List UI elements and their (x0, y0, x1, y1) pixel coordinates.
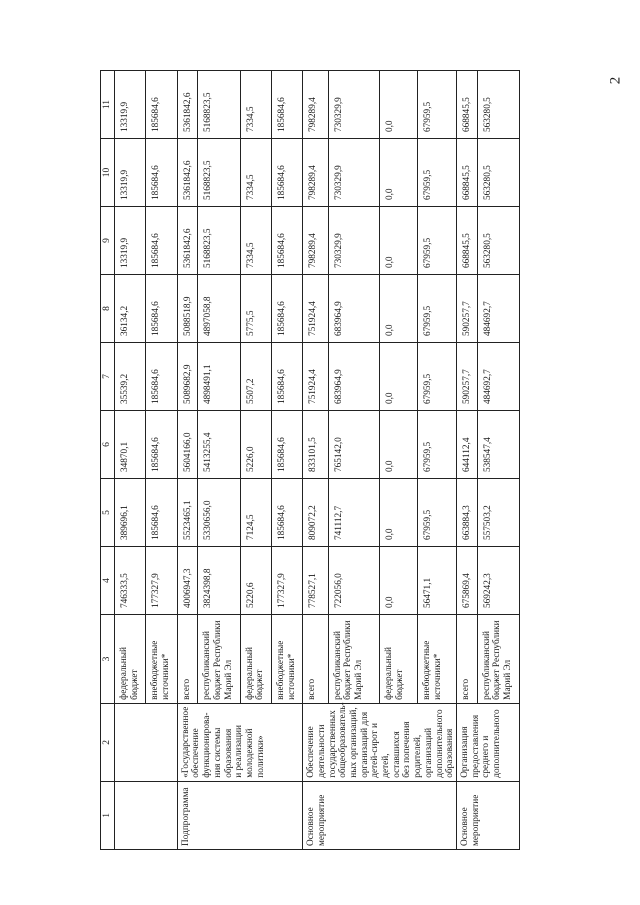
value-cell: 730329,9 (328, 71, 379, 139)
value-cell: 67959,5 (418, 275, 456, 343)
value-cell: 730329,9 (328, 139, 379, 207)
value-cell: 67959,5 (418, 207, 456, 275)
value-cell: 5361842,6 (177, 207, 198, 275)
column-number-5: 5 (101, 479, 115, 547)
column-number-11: 11 (101, 71, 115, 139)
value-cell: 34870,1 (115, 411, 146, 479)
value-cell: 644112,4 (456, 411, 477, 479)
item-type-cell: Основное мероприятие (303, 781, 457, 849)
item-type-cell: Подпрограмма (177, 781, 303, 849)
item-name-cell (115, 703, 178, 781)
value-cell: 746333,5 (115, 547, 146, 615)
value-cell: 5775,5 (240, 275, 271, 343)
value-cell: 5088518,9 (177, 275, 198, 343)
funding-source-cell: внебюджетные источники* (146, 615, 177, 704)
table-body (115, 71, 520, 850)
value-cell: 557503,2 (477, 479, 519, 547)
item-type-cell (115, 781, 178, 849)
value-cell: 185684,6 (271, 139, 302, 207)
value-cell: 7334,5 (240, 71, 271, 139)
table-row (456, 71, 477, 850)
column-number-row (101, 71, 115, 850)
value-cell: 67959,5 (418, 411, 456, 479)
value-cell: 563280,5 (477, 71, 519, 139)
funding-source-cell: федеральный бюджет (115, 615, 146, 704)
value-cell: 185684,6 (146, 411, 177, 479)
value-cell: 56471,1 (418, 547, 456, 615)
budget-table (100, 70, 520, 850)
value-cell: 5089682,9 (177, 343, 198, 411)
funding-source-cell: федеральный бюджет (240, 615, 271, 704)
value-cell: 751924,4 (303, 343, 328, 411)
item-name-cell: Обеспечение деятельности государственных общеобразователь- ных организаций, организаций для детей-сирот и детей, оставшихся без попечения родителей, организаций дополнительного образования (303, 703, 457, 781)
value-cell: 5226,0 (240, 411, 271, 479)
rotated-table-container (100, 70, 605, 850)
value-cell: 177327,9 (271, 547, 302, 615)
funding-source-cell: всего (177, 615, 198, 704)
value-cell: 675869,4 (456, 547, 477, 615)
value-cell: 185684,6 (146, 275, 177, 343)
value-cell: 0,0 (380, 207, 418, 275)
funding-source-cell: федеральный бюджет (380, 615, 418, 704)
value-cell: 668845,5 (456, 207, 477, 275)
value-cell: 798289,4 (303, 71, 328, 139)
value-cell: 0,0 (380, 139, 418, 207)
value-cell: 5330656,0 (198, 479, 240, 547)
value-cell: 833101,5 (303, 411, 328, 479)
value-cell: 484692,7 (477, 343, 519, 411)
value-cell: 798289,4 (303, 139, 328, 207)
value-cell: 67959,5 (418, 71, 456, 139)
column-number-6: 6 (101, 411, 115, 479)
value-cell: 67959,5 (418, 139, 456, 207)
column-number-1: 1 (101, 781, 115, 849)
value-cell: 389696,1 (115, 479, 146, 547)
column-number-4: 4 (101, 547, 115, 615)
value-cell: 35539,2 (115, 343, 146, 411)
value-cell: 67959,5 (418, 479, 456, 547)
value-cell: 0,0 (380, 547, 418, 615)
value-cell: 177327,9 (146, 547, 177, 615)
value-cell: 185684,6 (146, 207, 177, 275)
value-cell: 7334,5 (240, 207, 271, 275)
value-cell: 185684,6 (271, 343, 302, 411)
funding-source-cell: всего (456, 615, 477, 704)
column-number-10: 10 (101, 139, 115, 207)
funding-source-cell: республиканский бюджет Республики Марий Эл (328, 615, 379, 704)
value-cell: 185684,6 (271, 479, 302, 547)
value-cell: 668845,5 (456, 71, 477, 139)
item-name-cell: Организация предоставления среднего и дополнительного (456, 703, 519, 781)
funding-source-cell: республиканский бюджет Республики Марий Эл (477, 615, 519, 704)
value-cell: 3824398,8 (198, 547, 240, 615)
value-cell: 569242,3 (477, 547, 519, 615)
value-cell: 563280,5 (477, 207, 519, 275)
funding-source-cell: внебюджетные источники* (418, 615, 456, 704)
funding-source-cell: внебюджетные источники* (271, 615, 302, 704)
value-cell: 798289,4 (303, 207, 328, 275)
value-cell: 13319,9 (115, 139, 146, 207)
value-cell: 5413255,4 (198, 411, 240, 479)
value-cell: 765142,0 (328, 411, 379, 479)
value-cell: 563280,5 (477, 139, 519, 207)
value-cell: 7124,5 (240, 479, 271, 547)
value-cell: 185684,6 (146, 479, 177, 547)
value-cell: 185684,6 (271, 71, 302, 139)
value-cell: 0,0 (380, 71, 418, 139)
value-cell: 0,0 (380, 479, 418, 547)
value-cell: 0,0 (380, 275, 418, 343)
value-cell: 663884,3 (456, 479, 477, 547)
value-cell: 5523465,1 (177, 479, 198, 547)
value-cell: 668845,5 (456, 139, 477, 207)
value-cell: 538547,4 (477, 411, 519, 479)
value-cell: 5168823,5 (198, 207, 240, 275)
value-cell: 5604166,0 (177, 411, 198, 479)
value-cell: 0,0 (380, 411, 418, 479)
value-cell: 36134,2 (115, 275, 146, 343)
item-name-cell: «Государственное обеспечение функционирова- ния системы образования и реализации молодежной политики» (177, 703, 303, 781)
value-cell: 185684,6 (146, 139, 177, 207)
value-cell: 185684,6 (271, 275, 302, 343)
column-number-3: 3 (101, 615, 115, 704)
table-row (177, 71, 198, 850)
value-cell: 5168823,5 (198, 139, 240, 207)
value-cell: 7334,5 (240, 139, 271, 207)
page-number: 2 (607, 76, 624, 85)
value-cell: 185684,6 (271, 411, 302, 479)
value-cell: 741112,7 (328, 479, 379, 547)
table-row (115, 71, 146, 850)
column-number-9: 9 (101, 207, 115, 275)
value-cell: 5168823,5 (198, 71, 240, 139)
value-cell: 13319,9 (115, 207, 146, 275)
column-number-8: 8 (101, 275, 115, 343)
value-cell: 4897058,8 (198, 275, 240, 343)
value-cell: 809072,2 (303, 479, 328, 547)
value-cell: 484692,7 (477, 275, 519, 343)
value-cell: 4006947,3 (177, 547, 198, 615)
value-cell: 4898491,1 (198, 343, 240, 411)
value-cell: 683964,9 (328, 275, 379, 343)
value-cell: 778527,1 (303, 547, 328, 615)
value-cell: 590257,7 (456, 343, 477, 411)
value-cell: 5361842,6 (177, 139, 198, 207)
value-cell: 0,0 (380, 343, 418, 411)
value-cell: 185684,6 (146, 343, 177, 411)
item-type-cell: Основное мероприятие (456, 781, 519, 849)
column-number-2: 2 (101, 703, 115, 781)
value-cell: 13319,9 (115, 71, 146, 139)
value-cell: 751924,4 (303, 275, 328, 343)
value-cell: 722056,0 (328, 547, 379, 615)
funding-source-cell: республиканский бюджет Республики Марий Эл (198, 615, 240, 704)
value-cell: 5361842,6 (177, 71, 198, 139)
value-cell: 730329,9 (328, 207, 379, 275)
value-cell: 185684,6 (146, 71, 177, 139)
funding-source-cell: всего (303, 615, 328, 704)
value-cell: 185684,6 (271, 207, 302, 275)
column-number-7: 7 (101, 343, 115, 411)
value-cell: 590257,7 (456, 275, 477, 343)
value-cell: 683964,9 (328, 343, 379, 411)
table-row (303, 71, 328, 850)
value-cell: 67959,5 (418, 343, 456, 411)
value-cell: 5220,6 (240, 547, 271, 615)
value-cell: 5507,2 (240, 343, 271, 411)
